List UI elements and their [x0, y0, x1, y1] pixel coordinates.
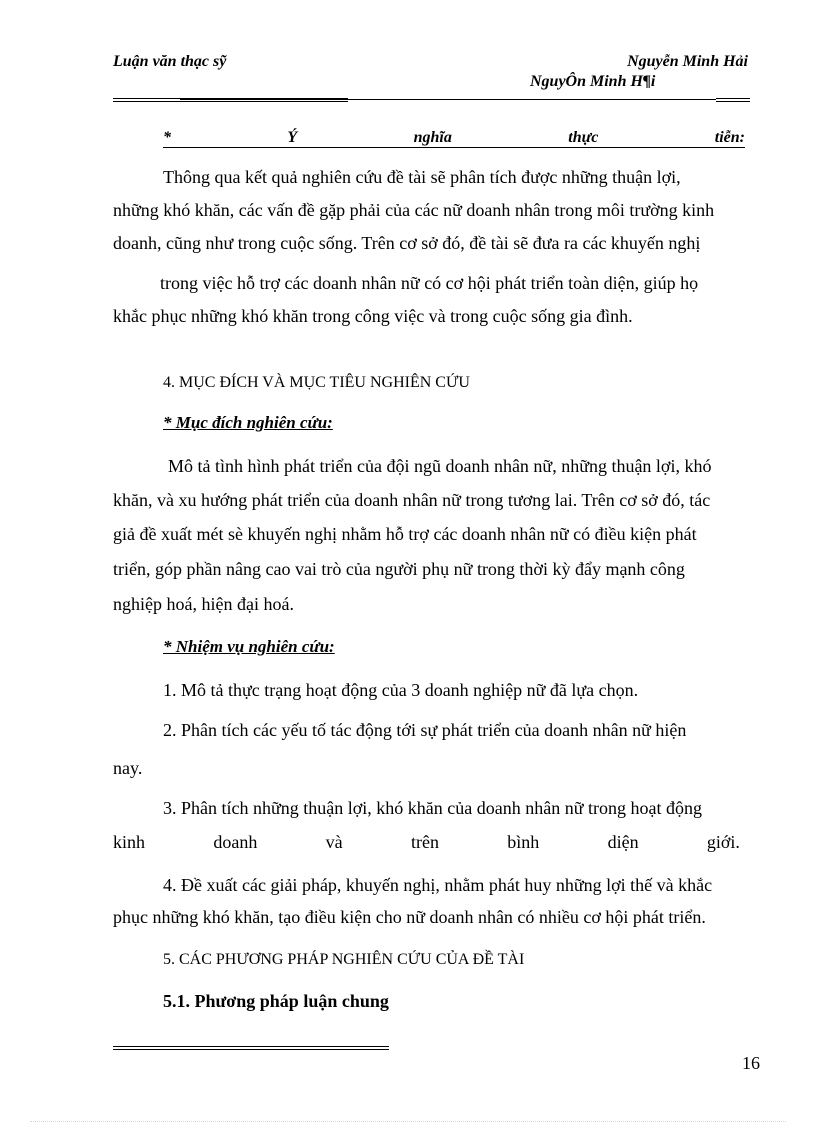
paragraph-line: trong việc hỗ trợ các doanh nhân nữ có cơ hội phát triển toàn diện, giúp họ — [160, 273, 699, 293]
paragraph-line: khăn, và xu hướng phát triển của doanh nhân nữ trong tương lai. Trên cơ sở đó, tác — [113, 490, 711, 510]
justified-word: doanh — [213, 832, 258, 852]
footer-rule-top — [113, 1046, 389, 1047]
heading-word: * — [163, 129, 171, 146]
paragraph-line: doanh, cũng như trong cuộc sống. Trên cơ sở đó, đề tài sẽ đưa ra các khuyến nghị — [113, 233, 701, 253]
heading-word: thực — [568, 129, 599, 146]
paragraph-line: Mô tả tình hình phát triển của đội ngũ doanh nhân nữ, những thuận lợi, khó — [168, 456, 712, 476]
header-rule-right-top — [716, 98, 750, 99]
heading-word: nghĩa — [413, 129, 452, 146]
task-item: 2. Phân tích các yếu tố tác động tới sự phát triển của doanh nhân nữ hiện — [163, 720, 687, 740]
purpose-heading: * Mục đích nghiên cứu: — [163, 413, 333, 432]
header-rule-mid — [180, 99, 716, 100]
justified-word: trên — [410, 832, 439, 852]
paragraph-line: Thông qua kết quả nghiên cứu đề tài sẽ phân tích được những thuận lợi, — [163, 167, 681, 187]
header-thesis-label: Luận văn thạc sỹ — [113, 53, 227, 70]
section-5-1-title: 5.1. Phương pháp luận chung — [163, 991, 389, 1011]
page-bottom-dotted-border — [30, 1121, 786, 1122]
justified-word: giới. — [706, 832, 740, 852]
heading-word: Ý — [287, 129, 298, 146]
paragraph-line: triển, góp phần nâng cao vai trò của người phụ nữ trong thời kỳ đẩy mạnh công — [113, 559, 685, 579]
header-rule-left-bottom — [113, 101, 348, 102]
paragraph-line: nghiệp hoá, hiện đại hoá. — [113, 594, 294, 614]
paragraph-line: những khó khăn, các vấn đề gặp phải của các nữ doanh nhân trong môi trường kinh — [113, 200, 715, 220]
paragraph-line: giả đề xuất mét sè khuyến nghị nhằm hỗ trợ các doanh nhân nữ có điều kiện phát — [113, 524, 697, 544]
footer-rule-bottom — [113, 1049, 389, 1050]
task-item: 3. Phân tích những thuận lợi, khó khăn của doanh nhân nữ trong hoạt động — [163, 798, 702, 818]
significance-heading — [163, 127, 745, 149]
tasks-heading: * Nhiệm vụ nghiên cứu: — [163, 637, 335, 656]
header-author-name: Nguyễn Minh Hải — [627, 53, 748, 70]
section-5-title: 5. CÁC PHƯƠNG PHÁP NGHIÊN CỨU CỦA ĐỀ TÀI — [163, 951, 525, 968]
justified-word: diện — [607, 832, 639, 852]
paragraph-line: khắc phục những khó khăn trong công việc và trong cuộc sống gia đình. — [113, 306, 633, 326]
task-item-continuation — [113, 831, 740, 853]
justified-word: kinh — [113, 832, 146, 852]
task-item: 4. Đề xuất các giải pháp, khuyến nghị, nhằm phát huy những lợi thế và khắc — [163, 875, 713, 895]
justified-word: và — [325, 832, 343, 852]
justified-word: bình — [507, 832, 540, 852]
page-number: 16 — [742, 1053, 760, 1073]
header-author-name-garbled: NguyÔn Minh H¶i — [530, 73, 656, 90]
section-4-title: 4. MỤC ĐÍCH VÀ MỤC TIÊU NGHIÊN CỨU — [163, 374, 470, 391]
header-rule-right-bottom — [716, 101, 750, 102]
heading-word: tiễn: — [714, 129, 745, 146]
task-item: 1. Mô tả thực trạng hoạt động của 3 doanh nghiệp nữ đã lựa chọn. — [163, 680, 639, 700]
task-item-continuation: phục những khó khăn, tạo điều kiện cho nữ doanh nhân có nhiều cơ hội phát triển. — [113, 907, 706, 927]
significance-heading-underline — [163, 147, 745, 148]
task-item-continuation: nay. — [113, 758, 143, 778]
